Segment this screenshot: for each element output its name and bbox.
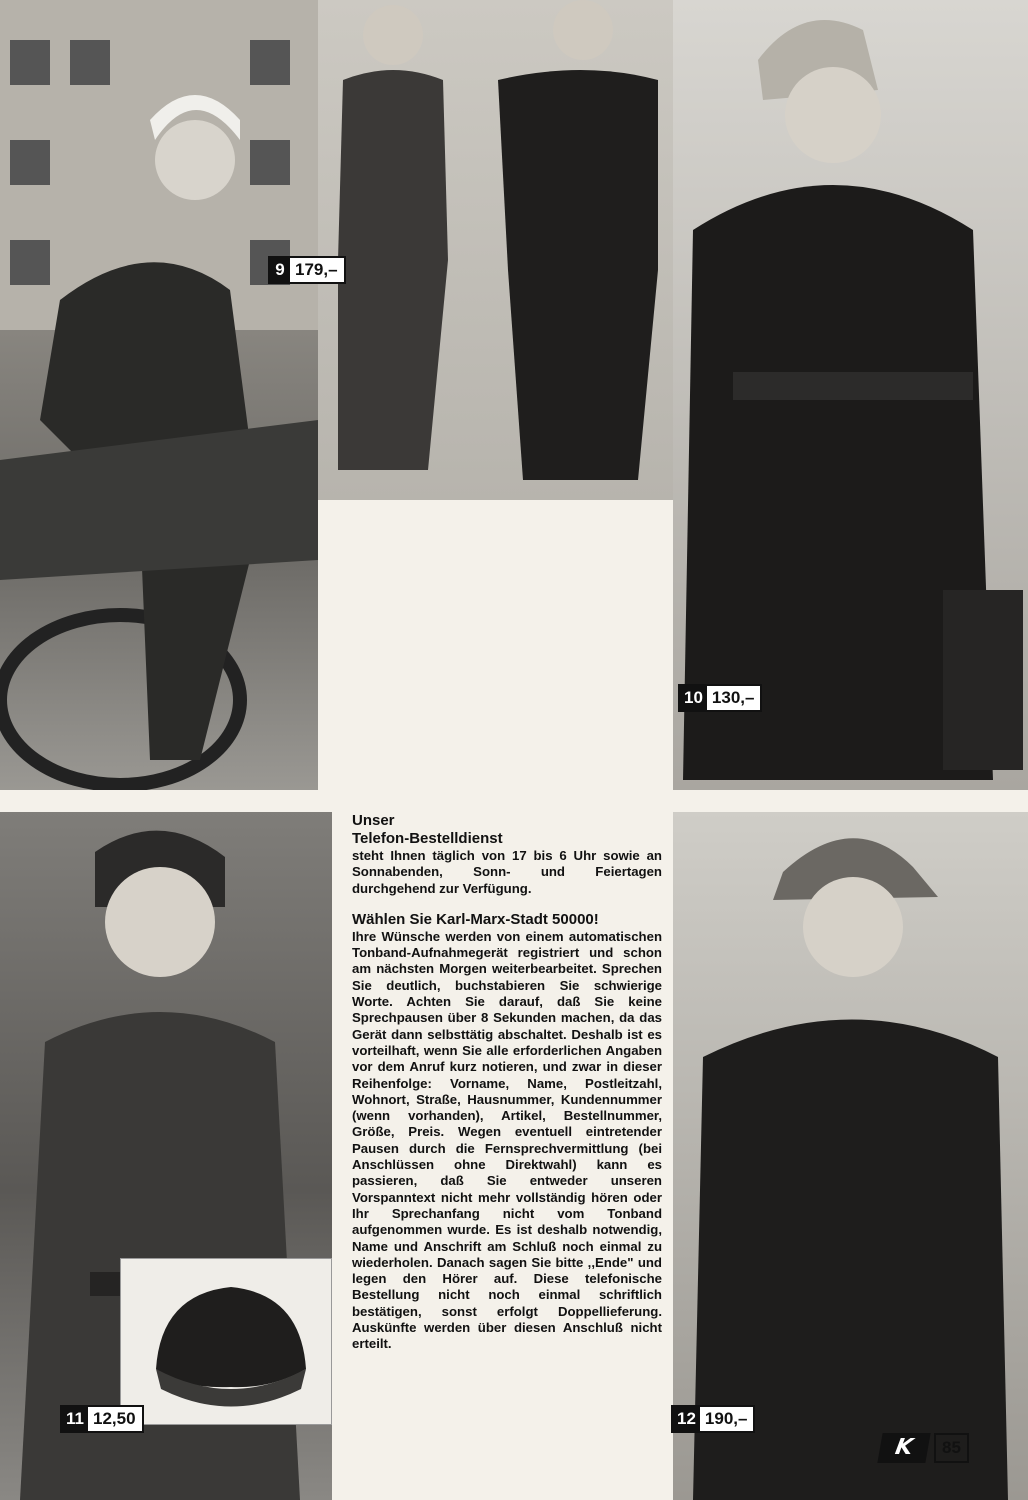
price-tag-10 (678, 684, 762, 712)
info-body-part2: noch einmal schriftlich bestätigen, sonst erfolgt Doppellieferung. Auskünfte werden über diesen Anschluß nicht erteilt. (352, 1287, 662, 1352)
info-subheading: Wählen Sie Karl-Marx-Stadt 50000! (352, 910, 599, 928)
price-tag-9 (268, 256, 346, 284)
item-price: 179,– (295, 260, 338, 279)
info-intro: steht Ihnen täglich von 17 bis 6 Uhr sowie an Sonnabenden, Sonn- und Feiertagen durchgehend zur Verfügung. (352, 848, 662, 896)
price-tag-12 (671, 1405, 755, 1433)
item-number: 10 (680, 686, 707, 710)
info-heading-line1: Unser (352, 812, 395, 829)
item-number: 12 (673, 1407, 700, 1431)
catalog-logo: K (877, 1433, 930, 1463)
info-body (352, 929, 662, 1353)
page-footer (880, 1433, 990, 1463)
photo-leather-coat-fedora (673, 812, 1028, 1500)
info-body-emphasis: nicht (438, 1287, 470, 1303)
item-number: 9 (270, 258, 290, 282)
item-price: 130,– (711, 688, 755, 707)
info-body-part1: Ihre Wünsche werden von einem automatischen Tonband-Aufnahmegerät registriert und schon am nächsten Morgen weiterbearbeitet. Sprechen Sie deutlich, buchstabieren Sie schwierige Worte. Achten Sie darauf, daß Sie keine Sprechpausen über 8 Sekunden machen, da das Gerät dann selbsttätig abschaltet. Deshalb ist es vorteilhaft, wenn Sie alle erforderlichen Angaben vor dem Anruf kurz notieren, und zwar in dieser Reihenfolge: Vorname, Name, Postleitzahl, Wohnort, Straße, Hausnummer, Kundennummer (wenn vorhanden), Artikel, Bestellnummer, Größe, Preis. Wegen eventuell eintretender Pausen durch die Fernsprechvermittlung (bei Anschlüssen ohne Direktwahl) kann es passieren, daß Sie entweder unseren Vorspanntext nicht mehr vollständig hören oder Ihr Sprechanfang nicht vom Tonband aufgenommen wurde. Es ist deshalb notwendig, Name und Anschrift am Schluß noch einmal zu wiederholen. Danach sagen Sie bitte ,,Ende" und legen den Hörer auf. Diese telefonische Bestellung (352, 928, 662, 1303)
photo-leather-suits (318, 0, 673, 500)
photo-leather-cap-inset (120, 1258, 332, 1425)
item-price: 12,50 (92, 1409, 136, 1428)
item-price: 190,– (704, 1409, 748, 1428)
photo-leather-coat-hat (673, 0, 1028, 790)
price-tag-11 (60, 1405, 144, 1433)
item-number: 11 (62, 1407, 88, 1431)
photo-motorcycle-rider (0, 0, 318, 790)
page-number: 85 (934, 1433, 969, 1463)
info-heading-line2: Telefon-Bestelldienst (352, 830, 503, 847)
telefon-bestelldienst-info (352, 812, 662, 1353)
